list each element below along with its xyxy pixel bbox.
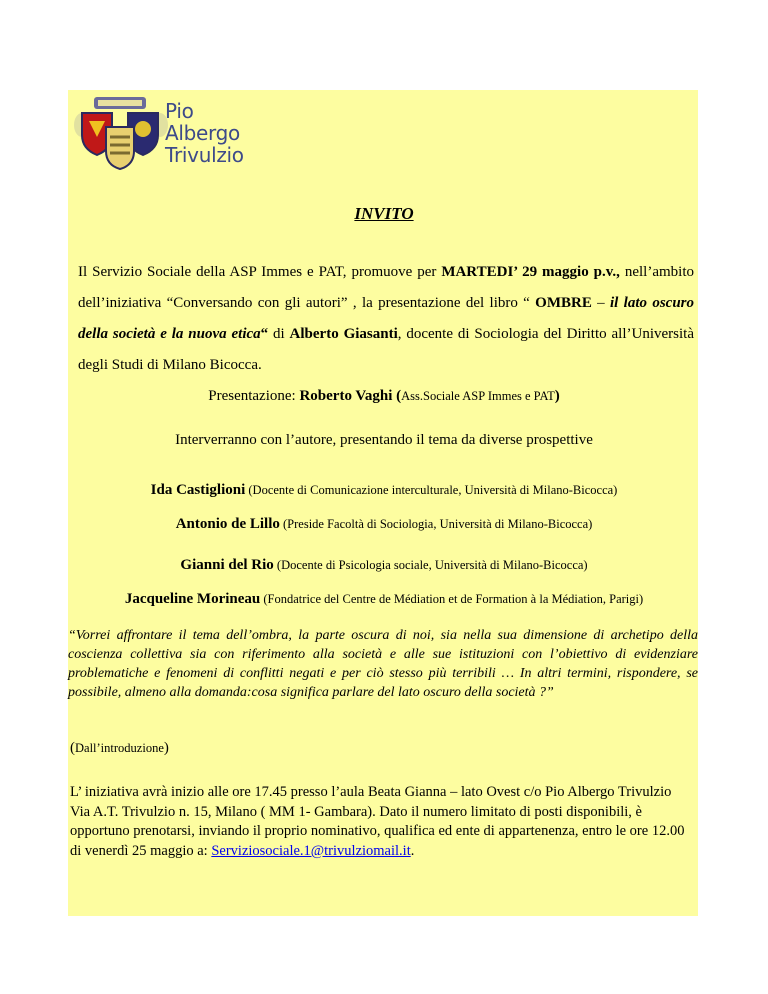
intro-text: Il Servizio Sociale della ASP Immes e PAT, promuove per	[78, 264, 442, 280]
closing-end: .	[410, 842, 415, 859]
logo-line-albergo: Albergo	[165, 121, 240, 145]
author-name: Alberto Giasanti	[289, 326, 398, 342]
logo-line-trivulzio: Trivulzio	[165, 143, 244, 167]
quote-source	[70, 740, 169, 757]
speaker-row	[0, 591, 768, 608]
logo-wordmark	[165, 100, 244, 166]
quote-paragraph: “Vorrei affrontare il tema dell’ombra, la parte oscura di noi, sia nella sua dimensione di archetipo della coscienza collettiva sia con riferimento alla società e alle sue istituzioni con l’obiettivo di evidenziare problematiche e fenomeni di conflitti negati e per ciò stesso più terribili … In altri termini, rispondere, se possibile, almeno alla domanda:cosa significa parlare del lato oscuro della società ?”	[68, 628, 698, 700]
source-close: )	[163, 740, 169, 756]
presenter-role: Ass.Sociale ASP Immes e PAT	[401, 389, 555, 403]
speaker-name: Jacqueline Morineau	[124, 591, 261, 607]
intro-text: –	[591, 295, 610, 311]
speaker-role: (Docente di Comunicazione interculturale, Università di Milano-Bicocca)	[245, 483, 618, 497]
closing-paragraph	[70, 783, 690, 861]
source-text: Dall’introduzione	[75, 741, 164, 755]
intervene-line: Interverranno con l’autore, presentando il tema da diverse prospettive	[175, 432, 593, 448]
speaker-role: (Preside Facoltà di Sociologia, Università di Milano-Bicocca)	[279, 517, 593, 531]
speaker-role: (Fondatrice del Centre de Médiation et de Formation à la Médiation, Parigi)	[260, 592, 644, 606]
presenter-close: )	[554, 388, 560, 404]
presenter-name: Roberto Vaghi (	[299, 388, 402, 404]
presentation-label: Presentazione:	[208, 388, 300, 404]
intro-text: , docente di Sociologia del Diritto all’Università degli Studi di Milano Bicocca.	[78, 326, 694, 373]
book-title: OMBRE	[535, 295, 592, 311]
quote-mark: “	[260, 326, 269, 342]
speaker-row	[0, 516, 768, 533]
speaker-row	[0, 482, 768, 499]
speaker-name: Antonio de Lillo	[175, 516, 280, 532]
intro-paragraph	[78, 257, 694, 381]
logo-line-pio: Pio	[165, 99, 194, 123]
speaker-role: (Docente di Psicologia sociale, Università di Milano-Bicocca)	[273, 558, 588, 572]
speaker-name: Gianni del Rio	[180, 557, 274, 573]
source-open: (	[70, 740, 75, 756]
email-link[interactable]: Serviziosociale.1@trivulziomail.it	[211, 842, 411, 859]
page-title: INVITO	[354, 204, 414, 223]
speaker-name: Ida Castiglioni	[150, 482, 246, 498]
book-subtitle: il lato oscuro della società e la nuova etica	[78, 295, 694, 342]
event-date: MARTEDI’ 29 maggio p.v.,	[441, 264, 620, 280]
speaker-row	[0, 557, 768, 574]
intro-text: nell’ambito dell’iniziativa “Conversando con gli autori” , la presentazione del libro “	[78, 264, 694, 311]
presentation-line	[0, 388, 768, 405]
closing-text: L’ iniziativa avrà inizio alle ore 17.45 presso l’aula Beata Gianna – lato Ovest c/o Pio Albergo Trivulzio Via A.T. Trivulzio n. 15, Milano ( MM 1- Gambara). Dato il numero limitato di posti disponibili, è opportuno prenotarsi, inviando il proprio nominativo, qualifica ed ente di appartenenza, entro le ore 12.00 di venerdì 25 maggio a:	[70, 784, 685, 859]
intro-text: di	[268, 326, 290, 342]
